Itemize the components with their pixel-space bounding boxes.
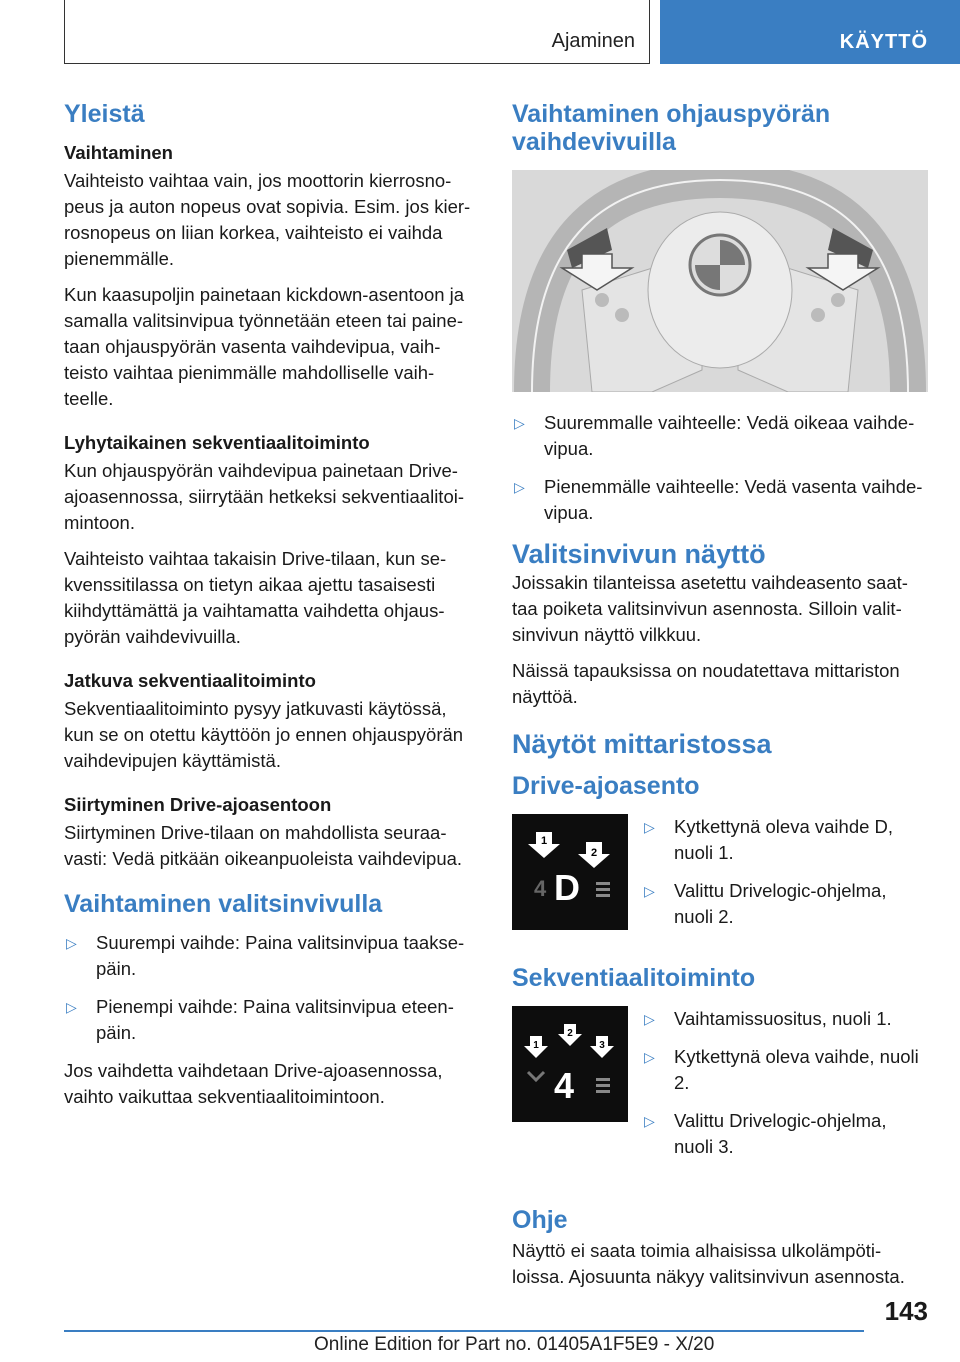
list-item-text: Pienempi vaihde: Paina valitsinvipua eteen-päin. <box>96 996 454 1043</box>
list-item <box>512 474 928 526</box>
arrow-1-label: 1 <box>533 1040 539 1051</box>
footer-divider <box>64 1330 864 1332</box>
triangle-bullet-icon: ▷ <box>66 935 77 951</box>
list-item <box>642 1044 928 1096</box>
paragraph: Vaihteisto vaihtaa takaisin Drive-tilaan, kun se-kvenssitilassa on tietyn aikaa ajettu tasaisesti kiihdyttämättä ja vaihtamatta vaihdetta ohjaus-pyörän vaihdevivuilla. <box>64 548 447 647</box>
list-item-text: Vaihtamissuositus, nuoli 1. <box>674 1008 892 1029</box>
list-item <box>64 994 478 1046</box>
header-chapter-box <box>660 0 960 64</box>
triangle-bullet-icon: ▷ <box>66 999 77 1015</box>
list-item-text: Valittu Drivelogic-ohjelma, nuoli 2. <box>674 880 887 927</box>
paragraph: Vaihteisto vaihtaa vain, jos moottorin kierrosno-peus ja auton nopeus ovat sopivia. Esim. jos kier-rosnopeus on liian korkea, vaihteisto ei vaihda pienemmälle. <box>64 170 471 269</box>
triangle-bullet-icon: ▷ <box>644 883 655 899</box>
section-title-ohjauspyoran: Vaihtaminen ohjauspyörän vaihdevivuilla <box>512 100 831 156</box>
list-item <box>642 814 928 866</box>
sequential-display-row <box>512 1006 928 1172</box>
page-number: 143 <box>884 1296 928 1326</box>
section-title-yleista: Yleistä <box>64 100 145 128</box>
gear-letter: D <box>554 867 580 908</box>
section-title-nayttö: Valitsinvivun näyttö <box>512 539 766 569</box>
triangle-bullet-icon: ▷ <box>644 1049 655 1065</box>
drive-display-illustration <box>512 814 628 930</box>
paragraph: Kun kaasupoljin painetaan kickdown-asentoon ja samalla valitsinvipua työnnetään eteen tai paine-taan ohjauspyörän vasenta vaihdevipua, vaih-teisto vaihtaa pienimmälle mahdolliselle vaih-teelle. <box>64 284 465 409</box>
list-item <box>64 930 478 982</box>
paragraph: Näissä tapauksissa on noudatettava mittariston näyttöä. <box>512 660 900 707</box>
section-title-valitsinvivulla: Vaihtaminen valitsinvivulla <box>64 890 383 918</box>
right-column <box>512 100 928 1300</box>
list-item-text: Pienemmälle vaihteelle: Vedä vasenta vaihde-vipua. <box>544 476 923 523</box>
paragraph: Joissakin tilanteissa asetettu vaihdeasento saat-taa poiketa valitsinvivun asennosta. Silloin valit-sinvivun näyttö vilkkuu. <box>512 572 908 645</box>
paragraph: Näyttö ei saata toimia alhaisissa ulkolämpöti-loissa. Ajosuunta näkyy valitsinvivun asennosta. <box>512 1240 905 1287</box>
subheading-lyhytaikainen: Lyhytaikainen sekventiaalitoiminto <box>64 432 370 453</box>
list-item-text: Kytkettynä oleva vaihde, nuoli 2. <box>674 1046 919 1093</box>
sequential-list <box>642 1006 928 1160</box>
list-item <box>642 1006 928 1032</box>
left-column <box>64 100 478 1120</box>
triangle-bullet-icon: ▷ <box>644 1113 655 1129</box>
list-item-text: Kytkettynä oleva vaihde D, nuoli 1. <box>674 816 894 863</box>
selector-list <box>64 930 478 1046</box>
list-item-text: Valittu Drivelogic-ohjelma, nuoli 3. <box>674 1110 887 1157</box>
list-item <box>642 878 928 930</box>
sequential-display-image <box>512 1006 628 1122</box>
list-item-text: Suuremmalle vaihteelle: Vedä oikeaa vaihde-vipua. <box>544 412 915 459</box>
section-title-drive: Drive-ajoasento <box>512 772 700 800</box>
arrow-1-label: 1 <box>540 835 548 847</box>
triangle-bullet-icon: ▷ <box>514 415 525 431</box>
list-item-text: Suurempi vaihde: Paina valitsinvipua taakse-päin. <box>96 932 465 979</box>
paragraph: Kun ohjauspyörän vaihdevipua painetaan Drive-ajoasennossa, siirrytään hetkeksi sekventiaalitoi-mintoon. <box>64 460 465 533</box>
section-title-ohje: Ohje <box>512 1206 568 1234</box>
drivelogic-number: 4 <box>534 876 547 901</box>
subheading-siirtyminen: Siirtyminen Drive-ajoasentoon <box>64 794 332 815</box>
list-item <box>512 410 928 462</box>
triangle-bullet-icon: ▷ <box>514 479 525 495</box>
arrow-2-label: 2 <box>567 1028 573 1039</box>
header-section-box <box>64 0 650 64</box>
triangle-bullet-icon: ▷ <box>644 819 655 835</box>
steering-wheel-illustration <box>512 170 928 392</box>
footer-edition-text: Online Edition for Part no. 01405A1F5E9 - X/20 <box>314 1334 715 1355</box>
gear-number: 4 <box>554 1065 575 1106</box>
subheading-vaihtaminen: Vaihtaminen <box>64 142 173 163</box>
sequential-display-illustration <box>512 1006 628 1122</box>
arrow-3-label: 3 <box>599 1040 605 1051</box>
drive-list-container <box>642 814 928 942</box>
section-title-mittaristossa: Näytöt mittaristossa <box>512 729 772 759</box>
paddles-list <box>512 410 928 526</box>
header-section-label: Ajaminen <box>551 30 635 52</box>
paragraph: Jos vaihdetta vaihdetaan Drive-ajoasennossa, vaihto vaikuttaa sekventiaalitoimintoon. <box>64 1060 443 1107</box>
paragraph: Siirtyminen Drive-tilaan on mahdollista seuraa-vasti: Vedä pitkään oikeanpuoleista vaihdevipua. <box>64 822 463 869</box>
subheading-jatkuva: Jatkuva sekventiaalitoiminto <box>64 670 316 691</box>
drive-list <box>642 814 928 930</box>
drive-display-image <box>512 814 628 930</box>
list-item <box>642 1108 928 1160</box>
section-title-sekventiaali: Sekventiaalitoiminto <box>512 964 756 992</box>
paragraph: Sekventiaalitoiminto pysyy jatkuvasti käytössä, kun se on otettu käyttöön jo ennen ohjauspyörän vaihdevipujen käyttämistä. <box>64 698 464 771</box>
steering-wheel-image <box>512 170 928 392</box>
sequential-list-container <box>642 1006 928 1172</box>
drive-display-row <box>512 814 928 942</box>
triangle-bullet-icon: ▷ <box>644 1011 655 1027</box>
arrow-2-label: 2 <box>590 847 598 859</box>
header-chapter-label: KÄYTTÖ <box>839 31 928 53</box>
